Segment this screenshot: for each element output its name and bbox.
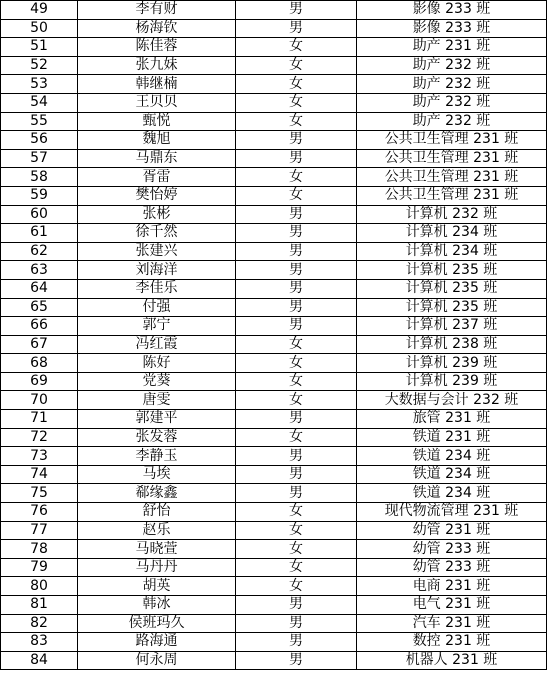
student-name-cell: 郭宁 bbox=[78, 317, 236, 336]
row-number-cell: 82 bbox=[1, 614, 78, 633]
student-name-cell: 甄悦 bbox=[78, 112, 236, 131]
student-name-cell: 路海通 bbox=[78, 633, 236, 652]
row-number-cell: 58 bbox=[1, 168, 78, 187]
student-name-cell: 舒怡 bbox=[78, 503, 236, 522]
table-row bbox=[1, 558, 547, 577]
gender-cell: 女 bbox=[236, 577, 357, 596]
gender-cell: 男 bbox=[236, 298, 357, 317]
class-cell: 数控 231 班 bbox=[357, 633, 547, 652]
row-number-cell: 77 bbox=[1, 521, 78, 540]
table-row bbox=[1, 112, 547, 131]
class-cell: 计算机 232 班 bbox=[357, 205, 547, 224]
student-name-cell: 陈好 bbox=[78, 354, 236, 373]
gender-cell: 女 bbox=[236, 186, 357, 205]
class-cell: 计算机 239 班 bbox=[357, 354, 547, 373]
class-cell: 计算机 235 班 bbox=[357, 261, 547, 280]
gender-cell: 女 bbox=[236, 56, 357, 75]
row-number-cell: 59 bbox=[1, 186, 78, 205]
class-cell: 计算机 238 班 bbox=[357, 335, 547, 354]
table-row bbox=[1, 410, 547, 429]
class-cell: 计算机 234 班 bbox=[357, 242, 547, 261]
row-number-cell: 80 bbox=[1, 577, 78, 596]
gender-cell: 男 bbox=[236, 596, 357, 615]
table-row bbox=[1, 447, 547, 466]
student-name-cell: 李有财 bbox=[78, 1, 236, 20]
table-row bbox=[1, 261, 547, 280]
gender-cell: 女 bbox=[236, 391, 357, 410]
gender-cell: 男 bbox=[236, 205, 357, 224]
row-number-cell: 70 bbox=[1, 391, 78, 410]
student-name-cell: 党葵 bbox=[78, 372, 236, 391]
class-cell: 公共卫生管理 231 班 bbox=[357, 186, 547, 205]
student-name-cell: 张彬 bbox=[78, 205, 236, 224]
row-number-cell: 53 bbox=[1, 75, 78, 94]
gender-cell: 男 bbox=[236, 465, 357, 484]
gender-cell: 女 bbox=[236, 521, 357, 540]
student-name-cell: 冯红霞 bbox=[78, 335, 236, 354]
row-number-cell: 76 bbox=[1, 503, 78, 522]
class-cell: 助产 232 班 bbox=[357, 56, 547, 75]
class-cell: 计算机 235 班 bbox=[357, 298, 547, 317]
class-cell: 计算机 237 班 bbox=[357, 317, 547, 336]
class-cell: 幼管 231 班 bbox=[357, 521, 547, 540]
student-name-cell: 胥雷 bbox=[78, 168, 236, 187]
table-row bbox=[1, 372, 547, 391]
gender-cell: 男 bbox=[236, 224, 357, 243]
class-cell: 铁道 231 班 bbox=[357, 428, 547, 447]
gender-cell: 女 bbox=[236, 428, 357, 447]
row-number-cell: 71 bbox=[1, 410, 78, 429]
student-name-cell: 马埃 bbox=[78, 465, 236, 484]
table-row bbox=[1, 149, 547, 168]
student-name-cell: 郗缘鑫 bbox=[78, 484, 236, 503]
class-cell: 助产 231 班 bbox=[357, 38, 547, 57]
gender-cell: 男 bbox=[236, 242, 357, 261]
gender-cell: 男 bbox=[236, 131, 357, 150]
row-number-cell: 63 bbox=[1, 261, 78, 280]
student-name-cell: 李佳乐 bbox=[78, 279, 236, 298]
table-row bbox=[1, 503, 547, 522]
student-name-cell: 赵乐 bbox=[78, 521, 236, 540]
class-cell: 计算机 235 班 bbox=[357, 279, 547, 298]
row-number-cell: 81 bbox=[1, 596, 78, 615]
gender-cell: 女 bbox=[236, 503, 357, 522]
table-row bbox=[1, 465, 547, 484]
student-name-cell: 张九妹 bbox=[78, 56, 236, 75]
table-row bbox=[1, 242, 547, 261]
row-number-cell: 55 bbox=[1, 112, 78, 131]
student-name-cell: 樊怡婷 bbox=[78, 186, 236, 205]
table-row bbox=[1, 614, 547, 633]
row-number-cell: 56 bbox=[1, 131, 78, 150]
student-name-cell: 马晓萱 bbox=[78, 540, 236, 559]
row-number-cell: 65 bbox=[1, 298, 78, 317]
class-cell: 公共卫生管理 231 班 bbox=[357, 168, 547, 187]
table-row bbox=[1, 168, 547, 187]
student-name-cell: 陈佳蓉 bbox=[78, 38, 236, 57]
row-number-cell: 51 bbox=[1, 38, 78, 57]
row-number-cell: 52 bbox=[1, 56, 78, 75]
class-cell: 大数据与会计 232 班 bbox=[357, 391, 547, 410]
row-number-cell: 73 bbox=[1, 447, 78, 466]
row-number-cell: 50 bbox=[1, 19, 78, 38]
class-cell: 电气 231 班 bbox=[357, 596, 547, 615]
gender-cell: 女 bbox=[236, 372, 357, 391]
class-cell: 影像 233 班 bbox=[357, 1, 547, 20]
row-number-cell: 54 bbox=[1, 93, 78, 112]
student-name-cell: 何永周 bbox=[78, 651, 236, 670]
student-name-cell: 唐雯 bbox=[78, 391, 236, 410]
table-row bbox=[1, 428, 547, 447]
row-number-cell: 57 bbox=[1, 149, 78, 168]
table-row bbox=[1, 56, 547, 75]
student-name-cell: 杨海钦 bbox=[78, 19, 236, 38]
table-row bbox=[1, 335, 547, 354]
row-number-cell: 69 bbox=[1, 372, 78, 391]
row-number-cell: 67 bbox=[1, 335, 78, 354]
row-number-cell: 64 bbox=[1, 279, 78, 298]
table-row bbox=[1, 224, 547, 243]
gender-cell: 男 bbox=[236, 410, 357, 429]
table-row bbox=[1, 596, 547, 615]
row-number-cell: 74 bbox=[1, 465, 78, 484]
table-row bbox=[1, 279, 547, 298]
row-number-cell: 78 bbox=[1, 540, 78, 559]
student-name-cell: 郭建平 bbox=[78, 410, 236, 429]
row-number-cell: 49 bbox=[1, 1, 78, 20]
row-number-cell: 79 bbox=[1, 558, 78, 577]
gender-cell: 女 bbox=[236, 75, 357, 94]
table-row bbox=[1, 484, 547, 503]
gender-cell: 女 bbox=[236, 540, 357, 559]
table-row bbox=[1, 540, 547, 559]
student-name-cell: 侯班玛久 bbox=[78, 614, 236, 633]
student-name-cell: 徐千然 bbox=[78, 224, 236, 243]
table-row bbox=[1, 298, 547, 317]
class-cell: 电商 231 班 bbox=[357, 577, 547, 596]
table-row bbox=[1, 205, 547, 224]
gender-cell: 女 bbox=[236, 168, 357, 187]
class-cell: 计算机 234 班 bbox=[357, 224, 547, 243]
student-name-cell: 张建兴 bbox=[78, 242, 236, 261]
class-cell: 幼管 233 班 bbox=[357, 540, 547, 559]
student-name-cell: 马鼎东 bbox=[78, 149, 236, 168]
gender-cell: 女 bbox=[236, 38, 357, 57]
table-row bbox=[1, 19, 547, 38]
row-number-cell: 83 bbox=[1, 633, 78, 652]
gender-cell: 男 bbox=[236, 633, 357, 652]
gender-cell: 女 bbox=[236, 93, 357, 112]
row-number-cell: 84 bbox=[1, 651, 78, 670]
student-name-cell: 马丹丹 bbox=[78, 558, 236, 577]
table-row bbox=[1, 131, 547, 150]
gender-cell: 女 bbox=[236, 112, 357, 131]
class-cell: 铁道 234 班 bbox=[357, 447, 547, 466]
class-cell: 助产 232 班 bbox=[357, 112, 547, 131]
student-name-cell: 王贝贝 bbox=[78, 93, 236, 112]
gender-cell: 男 bbox=[236, 651, 357, 670]
class-cell: 幼管 233 班 bbox=[357, 558, 547, 577]
student-name-cell: 韩继楠 bbox=[78, 75, 236, 94]
class-cell: 计算机 239 班 bbox=[357, 372, 547, 391]
table-row bbox=[1, 391, 547, 410]
gender-cell: 女 bbox=[236, 558, 357, 577]
row-number-cell: 66 bbox=[1, 317, 78, 336]
roster-body bbox=[1, 1, 547, 670]
row-number-cell: 61 bbox=[1, 224, 78, 243]
student-name-cell: 李静玉 bbox=[78, 447, 236, 466]
gender-cell: 男 bbox=[236, 279, 357, 298]
gender-cell: 女 bbox=[236, 354, 357, 373]
gender-cell: 男 bbox=[236, 447, 357, 466]
class-cell: 助产 232 班 bbox=[357, 75, 547, 94]
table-row bbox=[1, 521, 547, 540]
class-cell: 公共卫生管理 231 班 bbox=[357, 149, 547, 168]
student-name-cell: 胡英 bbox=[78, 577, 236, 596]
gender-cell: 男 bbox=[236, 1, 357, 20]
gender-cell: 男 bbox=[236, 19, 357, 38]
class-cell: 铁道 234 班 bbox=[357, 465, 547, 484]
class-cell: 机器人 231 班 bbox=[357, 651, 547, 670]
row-number-cell: 68 bbox=[1, 354, 78, 373]
table-row bbox=[1, 75, 547, 94]
gender-cell: 男 bbox=[236, 484, 357, 503]
class-cell: 现代物流管理 231 班 bbox=[357, 503, 547, 522]
class-cell: 影像 233 班 bbox=[357, 19, 547, 38]
student-name-cell: 张发蓉 bbox=[78, 428, 236, 447]
gender-cell: 男 bbox=[236, 149, 357, 168]
class-cell: 旅管 231 班 bbox=[357, 410, 547, 429]
table-row bbox=[1, 633, 547, 652]
table-row bbox=[1, 651, 547, 670]
gender-cell: 男 bbox=[236, 614, 357, 633]
gender-cell: 男 bbox=[236, 317, 357, 336]
student-name-cell: 付强 bbox=[78, 298, 236, 317]
class-cell: 助产 232 班 bbox=[357, 93, 547, 112]
student-name-cell: 刘海洋 bbox=[78, 261, 236, 280]
gender-cell: 女 bbox=[236, 335, 357, 354]
table-row bbox=[1, 93, 547, 112]
gender-cell: 男 bbox=[236, 261, 357, 280]
row-number-cell: 75 bbox=[1, 484, 78, 503]
table-row bbox=[1, 1, 547, 20]
row-number-cell: 60 bbox=[1, 205, 78, 224]
student-name-cell: 魏旭 bbox=[78, 131, 236, 150]
table-row bbox=[1, 38, 547, 57]
class-cell: 铁道 234 班 bbox=[357, 484, 547, 503]
table-row bbox=[1, 354, 547, 373]
table-row bbox=[1, 317, 547, 336]
class-cell: 汽车 231 班 bbox=[357, 614, 547, 633]
table-row bbox=[1, 186, 547, 205]
student-name-cell: 韩冰 bbox=[78, 596, 236, 615]
table-row bbox=[1, 577, 547, 596]
row-number-cell: 72 bbox=[1, 428, 78, 447]
row-number-cell: 62 bbox=[1, 242, 78, 261]
class-cell: 公共卫生管理 231 班 bbox=[357, 131, 547, 150]
